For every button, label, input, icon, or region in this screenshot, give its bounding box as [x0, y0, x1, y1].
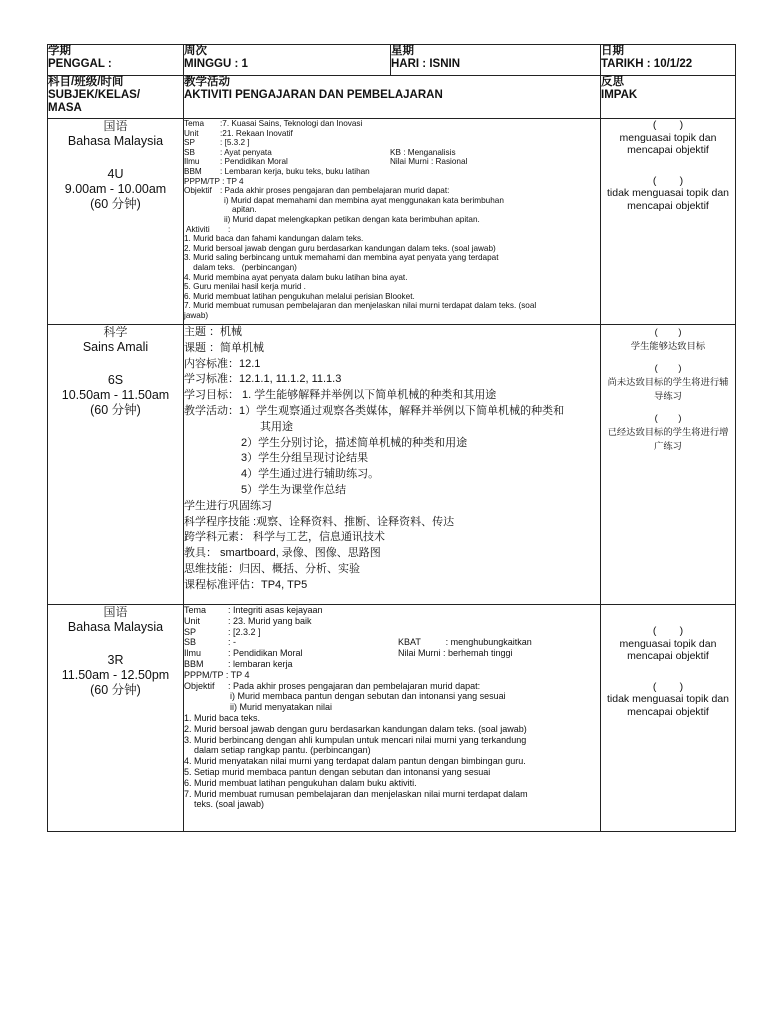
duration: (60 分钟) [90, 403, 141, 417]
step: 5. Guru menilai hasil kerja murid . [184, 282, 306, 292]
duration: (60 分钟) [90, 683, 141, 697]
sp-value: : [2.3.2 ] [228, 626, 261, 637]
tarikh-zh: 日期 [601, 45, 624, 57]
penggal-cell [48, 45, 184, 76]
lesson-row-2 [48, 325, 736, 605]
lesson-3-impak [601, 605, 736, 832]
step: 3. Murid saling berbincang untuk memahami dan membina ayat penyata yang terdapat [184, 253, 499, 263]
subject-zh: 国语 [103, 119, 128, 133]
lesson-2-info [48, 325, 184, 605]
objective-i-cont: apitan. [232, 205, 257, 215]
step: dalam teks. (perbincangan) [184, 262, 297, 272]
sci-activity: 3）学生分组呈现讨论结果 [241, 452, 369, 465]
step: teks. (soal jawab) [184, 799, 265, 810]
step: dalam setiap rangkap pantu. (perbincangan) [184, 745, 371, 756]
step: 7. Murid membuat rumusan pembelajaran dan menjelaskan nilai murni terdapat dalam teks. (soal [184, 301, 537, 311]
minggu-label: MINGGU : 1 [184, 58, 248, 70]
step: 1. Murid baca teks. [184, 712, 261, 723]
step: 6. Murid membuat latihan pengukuhan melalui perisian Blooket. [184, 291, 415, 301]
nilai-value: Nilai Murni : berhemah tinggi [398, 648, 513, 659]
tema-value: :7. Kuasai Sains, Teknologi dan Inovasi [220, 119, 363, 128]
sb-label: SB [184, 147, 195, 157]
time-range: 9.00am - 10.00am [64, 182, 167, 196]
unit-label: Unit [184, 128, 199, 138]
subjek-zh: 科目/班级/时间 [48, 76, 124, 88]
lesson-2-impak [601, 325, 736, 605]
penggal-zh: 学期 [48, 45, 71, 57]
step: 4. Murid menyatakan nilai murni yang terdapat dalam pantun dengan bimbingan guru. [184, 756, 526, 767]
sci-line: 教学活动：1）学生观察通过观察各类媒体，解释并举例以下简单机械的种类和 [184, 404, 565, 417]
kbat-value: KBAT : menghubungkaitkan [398, 637, 532, 648]
subject-name: Bahasa Malaysia [67, 620, 164, 634]
ilmu-value: : Pendidikan Moral [228, 648, 303, 659]
sci-line: 跨学科元素： 科学与工艺，信息通讯技术 [184, 531, 386, 544]
bbm-value: : lembaran kerja [228, 658, 293, 669]
impak-text: tidak menguasai topik dan mencapai objektif [607, 693, 729, 718]
bbm-label: BBM [184, 166, 202, 176]
lesson-3-activities [184, 605, 601, 832]
tema-label: Tema [184, 605, 207, 615]
step: 6. Murid membuat latihan pengukuhan dalam buku aktiviti. [184, 777, 417, 788]
hari-label: HARI : ISNIN [391, 58, 460, 70]
pppm-value: PPPM/TP : TP 4 [184, 176, 244, 186]
impak-text: tidak menguasai topik dan mencapai objektif [607, 187, 729, 212]
aktiviti-zh: 教学活动 [184, 76, 230, 88]
subjek-cell [48, 76, 184, 119]
subject-zh: 科学 [103, 325, 128, 339]
objektif-value: : Pada akhir proses pengajaran dan pembelajaran murid dapat: [220, 186, 450, 196]
sci-line: 学生进行巩固练习 [184, 499, 272, 512]
impak-checkbox[interactable]: ( ) [652, 680, 684, 693]
step: 3. Murid berbincang dengan ahli kumpulan untuk mencari nilai murni yang terkandung [184, 734, 527, 745]
subject-name: Bahasa Malaysia [67, 134, 164, 148]
impak-label: IMPAK [601, 89, 638, 101]
sp-label: SP [184, 626, 197, 637]
ilmu-label: Ilmu [184, 648, 202, 659]
sci-line: 主题 ：机械 [184, 326, 243, 338]
class-name: 6S [107, 373, 124, 387]
subjek-label: SUBJEK/KELAS/ [48, 89, 141, 101]
steps-list [184, 234, 600, 320]
objektif-label: Objektif [184, 680, 215, 691]
sb-label: SB [184, 637, 197, 648]
aktiviti-colon: : [228, 224, 231, 234]
objective-i: i) Murid membaca pantun dengan sebutan dan intonansi yang sesuai [230, 691, 506, 702]
step: 4. Murid membina ayat penyata dalam buku latihan bina ayat. [184, 272, 408, 282]
bbm-label: BBM [184, 658, 204, 669]
impak-checkbox[interactable]: ( ) [652, 119, 684, 131]
sci-activity: 2）学生分别讨论，描述简单机械的种类和用途 [241, 436, 468, 449]
step: jawab) [184, 310, 209, 320]
objektif-value: : Pada akhir proses pengajaran dan pembelajaran murid dapat: [228, 680, 481, 691]
step: 5. Setiap murid membaca pantun dengan sebutan dan intonansi yang sesuai [184, 766, 491, 777]
minggu-cell [184, 45, 391, 76]
unit-value: :21. Rekaan Inovatif [220, 128, 293, 138]
sb-value: : - [228, 637, 236, 648]
pppm-value: PPPM/TP : TP 4 [184, 669, 250, 680]
time-range: 10.50am - 11.50am [61, 388, 170, 402]
subject-zh: 国语 [103, 605, 128, 619]
sp-label: SP [184, 138, 195, 148]
impak-checkbox[interactable]: ( ) [652, 625, 684, 637]
tema-value: : Integriti asas kejayaan [228, 605, 323, 615]
impak-checkbox[interactable]: ( ) [654, 363, 682, 373]
steps-list [184, 713, 600, 810]
impak-zh: 反思 [601, 76, 624, 88]
hari-cell [391, 45, 601, 76]
impak-checkbox[interactable]: ( ) [654, 413, 682, 423]
lesson-1-info [48, 119, 184, 325]
impak-header-cell [601, 76, 736, 119]
sci-activity: 5）学生为课堂作总结 [241, 483, 347, 496]
sci-line: 学习目标： 1. 学生能够解释并举例以下简单机械的种类和其用途 [184, 389, 497, 402]
step: 1. Murid baca dan fahami kandungan dalam teks. [184, 234, 364, 244]
aktiviti-label: AKTIVITI PENGAJARAN DAN PEMBELAJARAN [184, 89, 443, 101]
objective-i: i) Murid dapat memahami dan membina ayat menggunakan kata berimbuhan [224, 195, 504, 205]
lesson-1-impak [601, 119, 736, 325]
objective-ii: ii) Murid menyatakan nilai [230, 702, 333, 713]
hari-zh: 星期 [391, 45, 414, 57]
lesson-3-info [48, 605, 184, 832]
sb-value: : Ayat penyata [220, 147, 272, 157]
lesson-plan-table [47, 44, 736, 832]
penggal-label: PENGGAL : [48, 58, 112, 70]
lesson-row-1 [48, 119, 736, 325]
impak-text: 尚未达致目标的学生将进行辅导练习 [607, 377, 729, 401]
tema-label: Tema [184, 119, 205, 128]
aktiviti-label: Aktiviti [186, 224, 210, 234]
sci-line: 内容标准：12.1 [184, 357, 261, 370]
impak-text: menguasai topik dan mencapai objektif [619, 637, 717, 662]
sci-line: 学习标准：12.1.1, 11.1.2, 11.1.3 [184, 373, 342, 386]
sci-line: 课题 ：简单机械 [184, 341, 265, 354]
duration: (60 分钟) [90, 197, 141, 211]
header-row-1 [48, 45, 736, 76]
header-row-2 [48, 76, 736, 119]
unit-label: Unit [184, 615, 201, 626]
masa-label: MASA [48, 102, 82, 114]
objective-ii: ii) Murid dapat melengkapkan petikan dengan kata berimbuhan apitan. [224, 214, 480, 224]
tarikh-cell [601, 45, 736, 76]
ilmu-value: : Pendidikan Moral [220, 157, 288, 167]
step: 7. Murid membuat rumusan pembelajaran dan menjelaskan nilai murni terdapat dalam [184, 788, 528, 799]
sci-line: 课程标准评估：TP4, TP5 [184, 578, 308, 591]
ilmu-label: Ilmu [184, 157, 200, 167]
sci-activity: 4）学生通过进行辅助练习。 [241, 468, 380, 481]
sci-line: 教具： smartboard, 录像、图像、思路图 [184, 547, 381, 560]
objektif-label: Objektif [184, 186, 212, 196]
minggu-zh: 周次 [184, 45, 207, 57]
tarikh-label: TARIKH : 10/1/22 [601, 58, 693, 70]
lesson-row-3 [48, 605, 736, 832]
sci-line: 思维技能：归因、概括、分析、实验 [184, 562, 360, 575]
step: 2. Murid bersoal jawab dengan guru berdasarkan kandungan dalam teks. (soal jawab) [184, 723, 527, 734]
sci-line-cont: 其用途 [260, 420, 293, 433]
class-name: 3R [107, 653, 124, 667]
lesson-1-activities [184, 119, 601, 325]
unit-value: : 23. Murid yang baik [228, 615, 312, 626]
aktiviti-header-cell [184, 76, 601, 119]
bbm-value: : Lembaran kerja, buku teks, buku latihan [220, 166, 370, 176]
lesson-2-activities [184, 325, 601, 605]
sp-value: : [5.3.2 ] [220, 138, 250, 148]
sci-line: 科学程序技能 :观察、诠释资料、推断、诠释资料、传达 [184, 515, 455, 528]
impak-text: 已经达致目标的学生将进行增广练习 [607, 427, 729, 451]
subject-name: Sains Amali [82, 340, 149, 354]
step: 2. Murid bersoal jawab dengan guru berdasarkan kandungan dalam teks. (soal jawab) [184, 243, 496, 253]
impak-checkbox[interactable]: ( ) [654, 327, 682, 337]
time-range: 11.50am - 12.50pm [61, 668, 170, 682]
nilai-value: Nilai Murni : Rasional [390, 157, 468, 167]
impak-checkbox[interactable]: ( ) [652, 174, 684, 187]
impak-text: 学生能够达致目标 [630, 341, 706, 351]
kb-value: KB : Menganalisis [390, 147, 456, 157]
impak-text: menguasai topik dan mencapai objektif [619, 131, 717, 156]
class-name: 4U [107, 167, 124, 181]
